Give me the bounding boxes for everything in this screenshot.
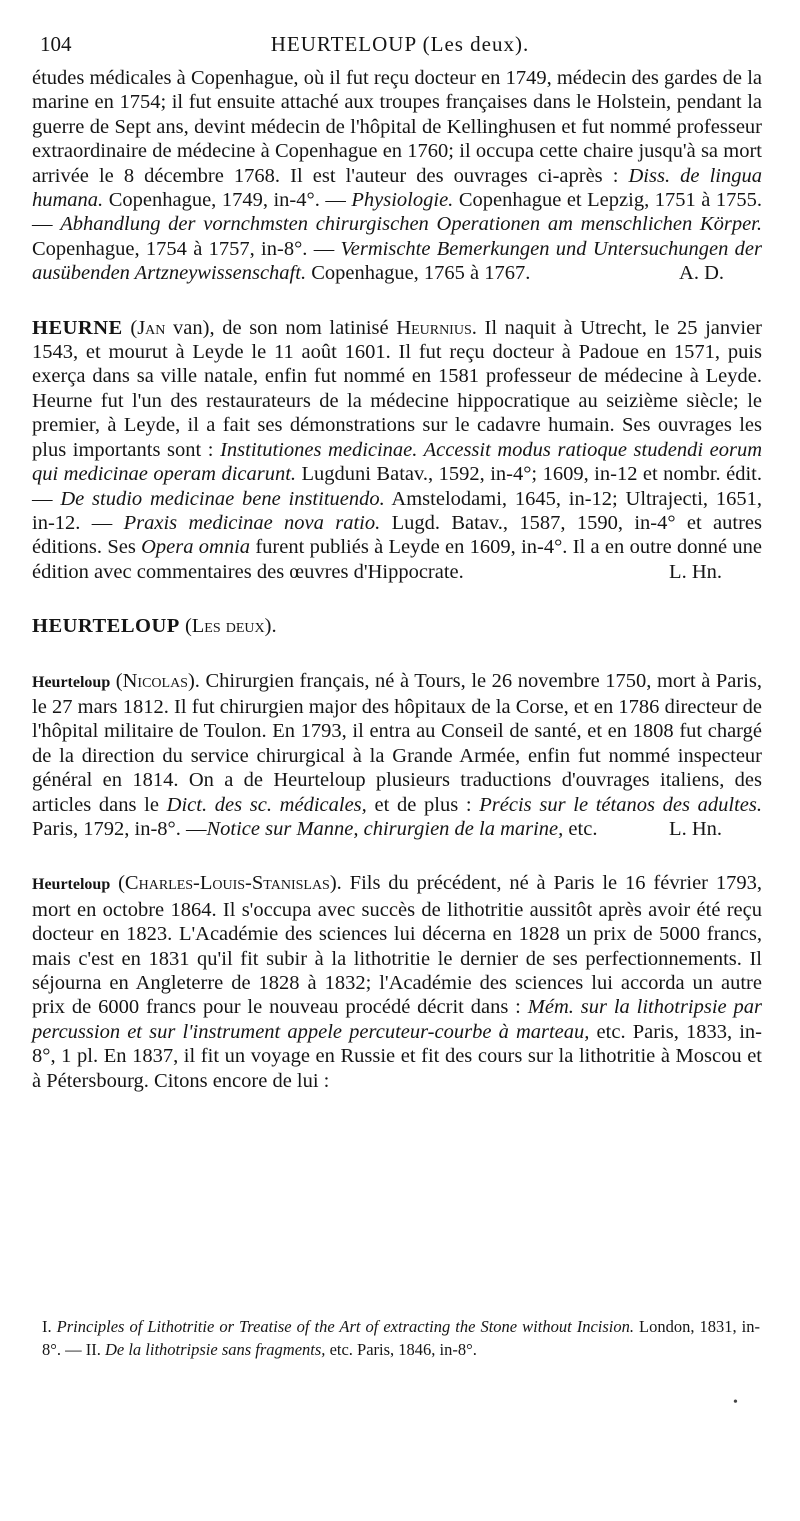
work-title: Vermischte Bemerkungen und Untersuchungen der ausübenden Artzneywissenschaft. [32, 237, 762, 285]
entry-text: Copenhague, 1765 à 1767. [306, 262, 531, 285]
entry-text: etc. Paris, 1833, in-8°, 1 pl. En 1837, il fit un voyage en Russie et fit des cours sur la lithotritie à Moscou et à Pétersbourg. Citons encore de lui : [32, 1020, 763, 1092]
footnote-text: etc. Paris, 1846, in-8°. [325, 1340, 477, 1359]
work-title: Physiologie. [351, 189, 454, 212]
section-headword: HEURTELOUP [32, 615, 180, 638]
entry-text: furent publiés à Leyde en 1609, in-4°. Il a en outre donné une édition avec commentaires des œuvres d'Hippocrate. [32, 536, 762, 583]
work-title: Opera omnia [141, 536, 251, 559]
entry-given-name: (Nicolas). [115, 669, 200, 692]
entry-continuation [32, 66, 762, 286]
entry-heurne: HEURNE (Jan van), de son nom latinisé Heurnius. Il naquit à Utrecht, le 25 janvier 1543, et mourut à Leyde le 11 août 1601. Il fut reçu docteur à Padoue en 1571, puis exerça dans sa ville natale, enfin fut nommé en 1581 professeur de médecine à Leyde. Heurne fut l'un des restaurateurs de la médecine hippocratique au seizième siècle; le premier, à Leyde, il a fait ses démonstrations sur le cadavre humain. Ses ouvrages les plus importants sont : Institutiones medicinae. Accessit modus ratioque studendi eorum qui medicinae operam dicarunt. Lugduni Batav., 1592, in-4°; 1609, in-12 et nombr. édit. — De studio medicinae bene instituendo. Amstelodami, 1645, in-12; Ultrajecti, 1651, in-12. — Praxis medicinae nova ratio. Lugd. Batav., 1587, 1590, in-4° et autres éditions. Ses Opera omnia furent publiés à Leyde en 1609, in-4°. Il a en outre donné une édition avec commentaires des œuvres d'Hippocrate. L. Hn. [32, 316, 763, 583]
author-signature: L. Hn. [669, 560, 722, 583]
entry-text: et de plus : [366, 793, 480, 816]
work-title: Mém. sur la lithotripsie par percussion et sur l'instrument appele percuteur-courbe à marteau, [32, 996, 762, 1043]
entry-nicolas [32, 669, 762, 842]
entry-headword: Heurteloup [32, 876, 111, 894]
entry-text: Paris, 1792, in-8°. — [32, 817, 207, 840]
author-signature: A. D. [679, 262, 724, 285]
work-title: Notice sur Manne, chirurgien de la marine, [206, 817, 564, 840]
work-title: Praxis medicinae nova ratio. [123, 511, 381, 534]
entry-given-name: (Charles-Louis-Stanislas). [118, 872, 342, 895]
latin-name: Heurnius [396, 316, 472, 339]
running-header [40, 30, 760, 60]
footnote-number: I. [42, 1317, 57, 1336]
entry-text: Lugduni Batav., 1592, in-4°; 1609, in-12 et nombr. édit. — [32, 463, 762, 510]
work-title: Principles of Lithotritie or Treatise of the Art of extracting the Stone without Incision. [56, 1317, 634, 1336]
section-qualifier: (Les deux). [184, 615, 277, 638]
author-signature: L. Hn. [669, 817, 722, 840]
work-title: Dict. des sc. médicales, [166, 793, 367, 816]
entry-text: Chirurgien français, né à Tours, le 26 novembre 1750, mort à Paris, le 27 mars 1812. Il fut chirurgien major des hôpitaux de la Corse, et en 1786 directeur de l'hôpital militaire de Toulon. En 1793, il entra au Conseil de santé, et en 1808 fut chargé de la direction du service chirurgical à la Grande Armée, enfin fut nommé inspecteur général en 1814. On a de Heurteloup plusieurs traductions d'ouvrages italiens, des articles dans le [32, 669, 763, 816]
entry-text: Copenhague et Lepzig, 1751 à 1755. — [32, 189, 762, 236]
entry-text: Fils du précédent, né à Paris le 16 février 1793, mort en octobre 1864. Il s'occupa avec succès de lithotritie aussitôt après avoir été reçu docteur en 1823. L'Académie des sciences lui décerna en 1828 un prix de 5000 francs, mais c'est en 1831 qu'il fit subir à la lithotritie le dernier de ses perfectionnements. Il séjourna en Angleterre de 1828 à 1832; l'Académie des sciences lui accorda un autre prix de 6000 francs pour le nouveau procédé décrit dans : [32, 872, 763, 1019]
work-title: Diss. de lingua humana. [32, 164, 762, 212]
page-body [32, 66, 762, 1093]
entry-text: études médicales à Copenhague, où il fut reçu docteur en 1749, médecin des gardes de la marine en 1754; il fut ensuite attaché aux troupes françaises dans le Holstein, pendant la guerre de Sept ans, devint médecin de l'hôpital de Kellinghusen et fut nommé professeur extraordinaire de médecine à Copenhague en 1760; il occupa cette chaire jusqu'à sa mort arrivée le 8 décembre 1768. Il est l'auteur des ouvrages ci-après : [32, 67, 762, 187]
entry-text: Copenhague, 1754 à 1757, in-8°. — [32, 237, 341, 260]
entry-text: etc. [563, 817, 598, 840]
section-heading [32, 614, 762, 638]
footnote-text: London, 1831, in-8°. — II. [42, 1317, 760, 1359]
entry-text: . Il naquit à Utrecht, le 25 janvier 1543, et mourut à Leyde le 11 août 1601. Il fut reçu docteur à Padoue en 1571, puis exerça dans sa ville natale, enfin fut nommé en 1581 professeur de médecine à Leyde. Heurne fut l'un des restaurateurs de la médecine hippocratique au seizième siècle; le premier, à Leyde, il a fait ses démonstrations sur le cadavre humain. Ses ouvrages les plus importants sont : [32, 316, 763, 461]
running-title: HEURTELOUP (Les deux). [270, 32, 530, 56]
footnote [42, 1315, 760, 1361]
work-title: Abhandlung der vornchmsten chirurgischen Operationen am menschlichen Körper. [60, 213, 763, 236]
entry-text: van), de son nom latinisé [165, 316, 397, 339]
entry-text: Lugd. Batav., 1587, 1590, in-4° et autres éditions. Ses [32, 511, 762, 559]
entry-text: Amstelodami, 1645, in-12; Ultrajecti, 1651, in-12. — [32, 487, 762, 534]
page-number: 104 [40, 32, 72, 56]
entry-headword: HEURNE [32, 316, 123, 339]
entry-text: Copenhague, 1749, in-4°. — [103, 189, 352, 212]
work-title: De la lithotripsie sans fragments, [104, 1340, 326, 1359]
work-title: De studio medicinae bene instituendo. [60, 487, 385, 510]
work-title: Précis sur le tétanos des adultes. [479, 793, 763, 816]
print-speck: • [733, 1395, 738, 1410]
work-title: Institutiones medicinae. Accessit modus ratioque studendi eorum qui medicinae operam dicarunt. [32, 438, 762, 486]
entry-charles [32, 871, 762, 1093]
entry-given-name: Jan [137, 316, 166, 339]
entry-headword: Heurteloup [32, 673, 111, 691]
